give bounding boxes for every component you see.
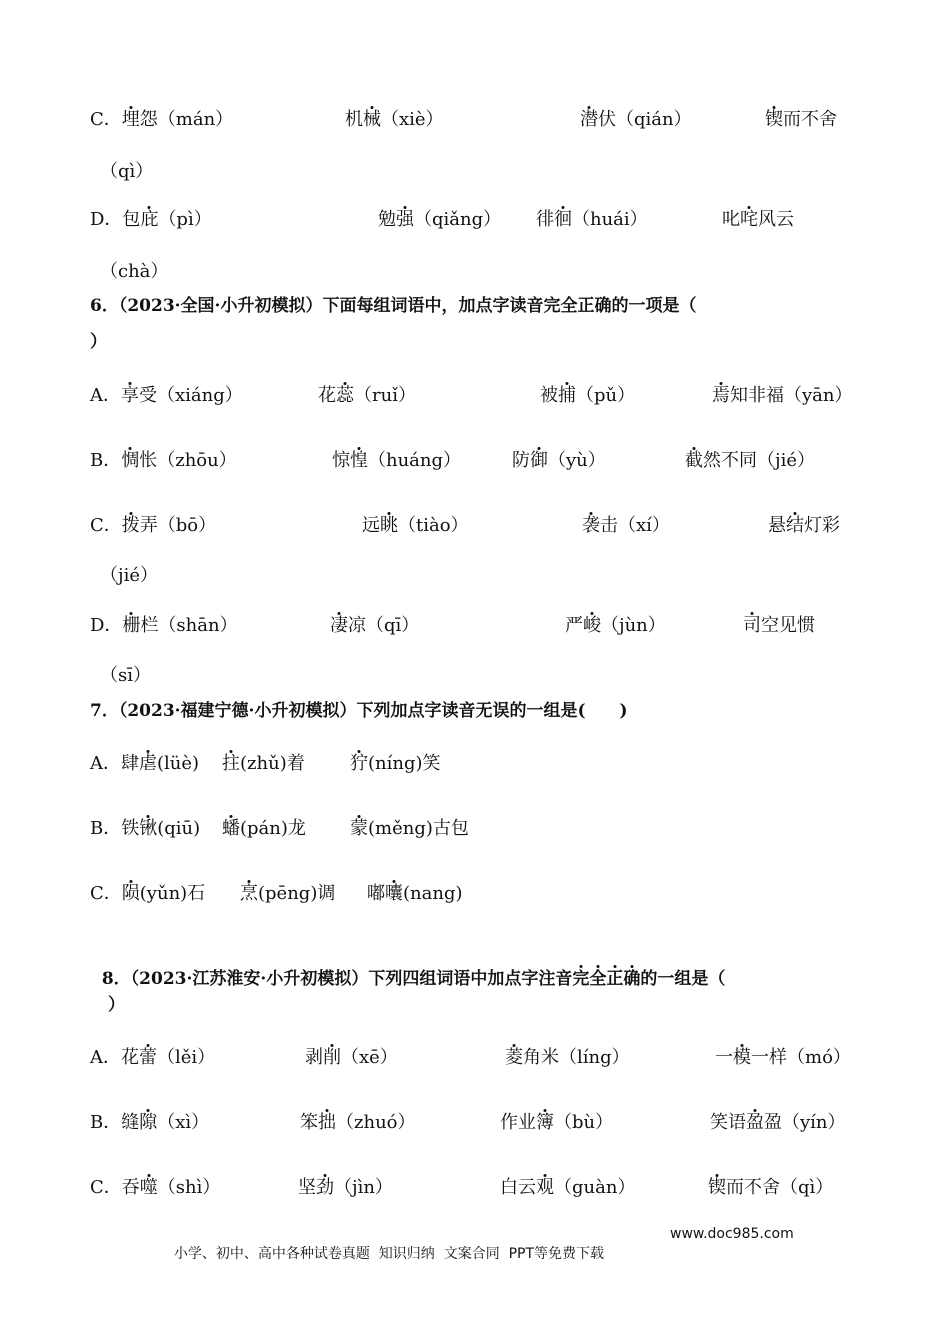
word-text: （xē） [341, 1047, 398, 1068]
word-text: （chà） [100, 261, 169, 282]
option-word [330, 614, 419, 638]
word-text: （guàn） [554, 1177, 636, 1198]
word-text: 白云 [500, 1177, 536, 1198]
word-text: （bù） [554, 1112, 614, 1133]
footer-url: www.doc985.com [670, 1226, 794, 1242]
word-text: （jùn） [601, 615, 666, 636]
dotted-char: 锲 [765, 109, 783, 130]
word-text: (nang) [403, 883, 463, 904]
option-word [240, 882, 335, 906]
option-word [722, 208, 794, 232]
word-text: (pán)龙 [240, 818, 306, 839]
dotted-char: 享 [121, 385, 139, 406]
option-line [0, 606, 950, 646]
option-word [362, 514, 469, 538]
option-word [350, 752, 441, 776]
option-word [708, 1176, 833, 1200]
option-word [350, 817, 469, 841]
option-word [90, 108, 233, 132]
word-text: 栏（shān） [140, 615, 238, 636]
word-text: (níng)笑 [368, 753, 441, 774]
dotted-char: 噬 [139, 1177, 158, 1198]
option-word [90, 1111, 209, 1135]
option-word [743, 614, 815, 638]
option-word [505, 1046, 630, 1070]
word-text: 怅（zhōu） [139, 450, 237, 471]
option-word [90, 384, 243, 408]
word-text: 空见惯 [761, 615, 815, 636]
dotted-char: 拄 [222, 753, 240, 774]
page-footer [165, 1224, 794, 1284]
option-word [90, 882, 205, 906]
word-text: （xì） [157, 1112, 210, 1133]
option-word [345, 108, 444, 132]
word-text: （lěi） [157, 1047, 216, 1068]
word-text: C． [90, 883, 122, 904]
word-text: 剥 [305, 1047, 323, 1068]
dotted-char: 械 [363, 109, 381, 130]
dotted-char: 捕 [558, 385, 576, 406]
option-line [0, 200, 950, 240]
dotted-char: 全 [589, 969, 607, 989]
dotted-char: 徊 [554, 209, 572, 230]
dotted-char: 惶 [350, 450, 368, 471]
option-word [500, 1176, 635, 1200]
dotted-char: 菱 [505, 1047, 523, 1068]
word-text: 而不舍（qì） [726, 1177, 834, 1198]
option-word [90, 752, 199, 776]
word-text: C． [90, 515, 122, 536]
option-word [90, 614, 238, 638]
option-line [0, 506, 950, 546]
dotted-char: 蟠 [222, 818, 240, 839]
option-word [536, 208, 648, 232]
word-text: 严 [565, 615, 583, 636]
word-text: D．包 [90, 209, 141, 230]
dotted-char: 狞 [350, 753, 368, 774]
option-word [378, 208, 501, 232]
word-text: 凉（qī） [348, 615, 420, 636]
word-text: 花 [318, 385, 336, 406]
option-line [0, 809, 950, 849]
word-text: (pēng)调 [258, 883, 336, 904]
option-word [100, 664, 151, 688]
dotted-char: 观 [536, 1177, 554, 1198]
word-text: 然不同（jié） [703, 450, 815, 471]
word-text: A． [90, 385, 121, 406]
option-line [0, 100, 950, 140]
question-7-stem: 7．（2023·福建宁德·小升初模拟）下列加点字读音无误的一组是( ) [90, 701, 628, 721]
word-text: （sī） [100, 665, 151, 686]
word-text: （jìn） [334, 1177, 393, 1198]
word-text: 弄（bō） [139, 515, 217, 536]
option-word [100, 160, 153, 184]
dotted-char: 峻 [583, 615, 601, 636]
word-text: 防 [512, 450, 530, 471]
option-word [90, 514, 216, 538]
option-word [367, 882, 462, 906]
option-word [715, 1046, 851, 1070]
dotted-char: 拨 [121, 515, 140, 536]
option-word [90, 449, 237, 473]
dotted-char: 囔 [385, 883, 403, 904]
word-text: （jié） [100, 565, 158, 586]
word-text: A．花 [90, 1047, 139, 1068]
word-text: (qiū) [157, 818, 201, 839]
word-text: 笑语 [710, 1112, 746, 1133]
word-text: （zhuó） [336, 1112, 416, 1133]
option-word [298, 1176, 393, 1200]
dotted-char: 栅 [122, 615, 141, 636]
word-text: 徘 [536, 209, 554, 230]
dotted-char: 簿 [536, 1112, 554, 1133]
option-word [710, 1111, 846, 1135]
option-word [765, 108, 837, 132]
dotted-char: 袭 [582, 515, 600, 536]
word-text: 灯彩 [804, 515, 840, 536]
option-line [0, 441, 950, 481]
dotted-char: 结 [786, 515, 804, 536]
word-text: (lüè) [157, 753, 200, 774]
word-text: 勉 [378, 209, 396, 230]
option-word [500, 1111, 613, 1135]
word-text: 一样（mó） [751, 1047, 851, 1068]
option-word [90, 208, 212, 232]
dotted-char: 锲 [708, 1177, 726, 1198]
option-line [0, 556, 950, 596]
option-word [222, 752, 305, 776]
dotted-char: 削 [323, 1047, 341, 1068]
word-text: （ruǐ） [354, 385, 416, 406]
option-word [580, 108, 692, 132]
word-text: D． [90, 615, 123, 636]
dotted-char: 眺 [380, 515, 398, 536]
option-line [0, 376, 950, 416]
option-word [90, 1046, 215, 1070]
word-text: 而不舍 [783, 109, 837, 130]
dotted-char: 截 [685, 450, 703, 471]
word-text: （pì） [158, 209, 212, 230]
dotted-char: 惆 [121, 450, 140, 471]
word-text: （tiào） [398, 515, 469, 536]
word-text: 笨 [300, 1112, 318, 1133]
option-word [685, 449, 815, 473]
dotted-char: 蒙 [350, 818, 368, 839]
option-word [332, 449, 461, 473]
dotted-char: 完 [572, 969, 590, 989]
dotted-char: 烹 [240, 883, 258, 904]
word-text: B． [90, 450, 122, 471]
word-text: A．肆 [90, 753, 139, 774]
dotted-char: 庇 [140, 209, 159, 230]
dotted-char: 司 [743, 615, 761, 636]
word-text: （xiè） [381, 109, 444, 130]
word-text: 惊 [332, 450, 350, 471]
dotted-char: 焉 [712, 385, 730, 406]
option-line [0, 656, 950, 696]
dotted-char: 埋 [121, 109, 140, 130]
dotted-char: 御 [530, 450, 548, 471]
option-line [0, 744, 950, 784]
word-text: 远 [362, 515, 380, 536]
word-text: 坚 [298, 1177, 316, 1198]
question-6-stem-close: ） [90, 332, 107, 352]
word-text: 角米（líng） [523, 1047, 630, 1068]
option-line [0, 152, 950, 192]
dotted-char: 正 [606, 969, 624, 989]
dotted-char: 蕾 [139, 1047, 157, 1068]
dotted-char: 咤 [740, 209, 758, 230]
word-text: 知非福（yān） [730, 385, 853, 406]
word-text: （shì） [157, 1177, 221, 1198]
option-word [305, 1046, 398, 1070]
word-text: （huái） [572, 209, 648, 230]
word-text: （yù） [548, 450, 606, 471]
word-text: 作业 [500, 1112, 536, 1133]
option-word [712, 384, 853, 408]
word-text: 被 [540, 385, 558, 406]
dotted-char: 确 [623, 969, 641, 989]
option-line [0, 874, 950, 914]
option-word [300, 1111, 416, 1135]
word-text: (měng)古包 [368, 818, 469, 839]
dotted-char: 劲 [316, 1177, 334, 1198]
dotted-char: 蕊 [336, 385, 354, 406]
footer-text: 小学、初中、高中各种试卷真题 知识归纳 文案合同 PPT等免费下载 [173, 1246, 605, 1262]
question-8-stem-pre: 8．（2023·江苏淮安·小升初模拟）下列四组词语中加点字注音 [101, 969, 573, 989]
question-8-stem-close: ） [108, 995, 125, 1015]
option-word [540, 384, 635, 408]
word-text: B．缝 [90, 1112, 140, 1133]
option-word [768, 514, 840, 538]
word-text: 一 [715, 1047, 733, 1068]
dotted-char: 隙 [139, 1112, 158, 1133]
option-word [565, 614, 666, 638]
dotted-char: 盈 [746, 1112, 764, 1133]
word-text: 嘟 [367, 883, 385, 904]
option-word [100, 564, 158, 588]
dotted-char: 强 [396, 209, 414, 230]
option-line [0, 1103, 950, 1143]
word-text: 盈（yín） [764, 1112, 846, 1133]
dotted-char: 拙 [318, 1112, 336, 1133]
word-text: 悬 [768, 515, 786, 536]
word-text: （pǔ） [576, 385, 636, 406]
dotted-char: 锹 [139, 818, 158, 839]
word-text: B．铁 [90, 818, 140, 839]
word-text: (yǔn)石 [139, 883, 206, 904]
word-text: C．吞 [90, 1177, 140, 1198]
dotted-char: 模 [733, 1047, 751, 1068]
dotted-char: 凄 [330, 615, 348, 636]
word-text: 风云 [758, 209, 794, 230]
word-text: （huáng） [368, 450, 462, 471]
option-word [90, 1176, 220, 1200]
option-word [90, 817, 200, 841]
word-text: 击（xí） [600, 515, 670, 536]
dotted-char: 潜 [580, 109, 598, 130]
word-text: C． [90, 109, 122, 130]
option-line [0, 1168, 950, 1208]
word-text: （qì） [100, 161, 154, 182]
dotted-char: 陨 [121, 883, 140, 904]
word-text: 怨（mán） [139, 109, 234, 130]
option-word [318, 384, 416, 408]
question-8-stem [90, 943, 725, 991]
word-text: (zhǔ)着 [240, 753, 305, 774]
dotted-char: 虐 [139, 753, 157, 774]
question-8-stem-post: 的一组是（ [640, 969, 726, 989]
word-text: 伏（qián） [598, 109, 692, 130]
option-word [222, 817, 306, 841]
option-word [582, 514, 670, 538]
word-text: 叱 [722, 209, 740, 230]
option-line [0, 1038, 950, 1078]
word-text: 受（xiáng） [139, 385, 243, 406]
option-word [100, 260, 168, 284]
question-6-stem: 6．（2023·全国·小升初模拟）下面每组词语中，加点字读音完全正确的一项是（ [90, 296, 697, 316]
option-line [0, 252, 950, 292]
word-text: （qiǎng） [414, 209, 502, 230]
word-text: 机 [345, 109, 363, 130]
option-word [512, 449, 606, 473]
